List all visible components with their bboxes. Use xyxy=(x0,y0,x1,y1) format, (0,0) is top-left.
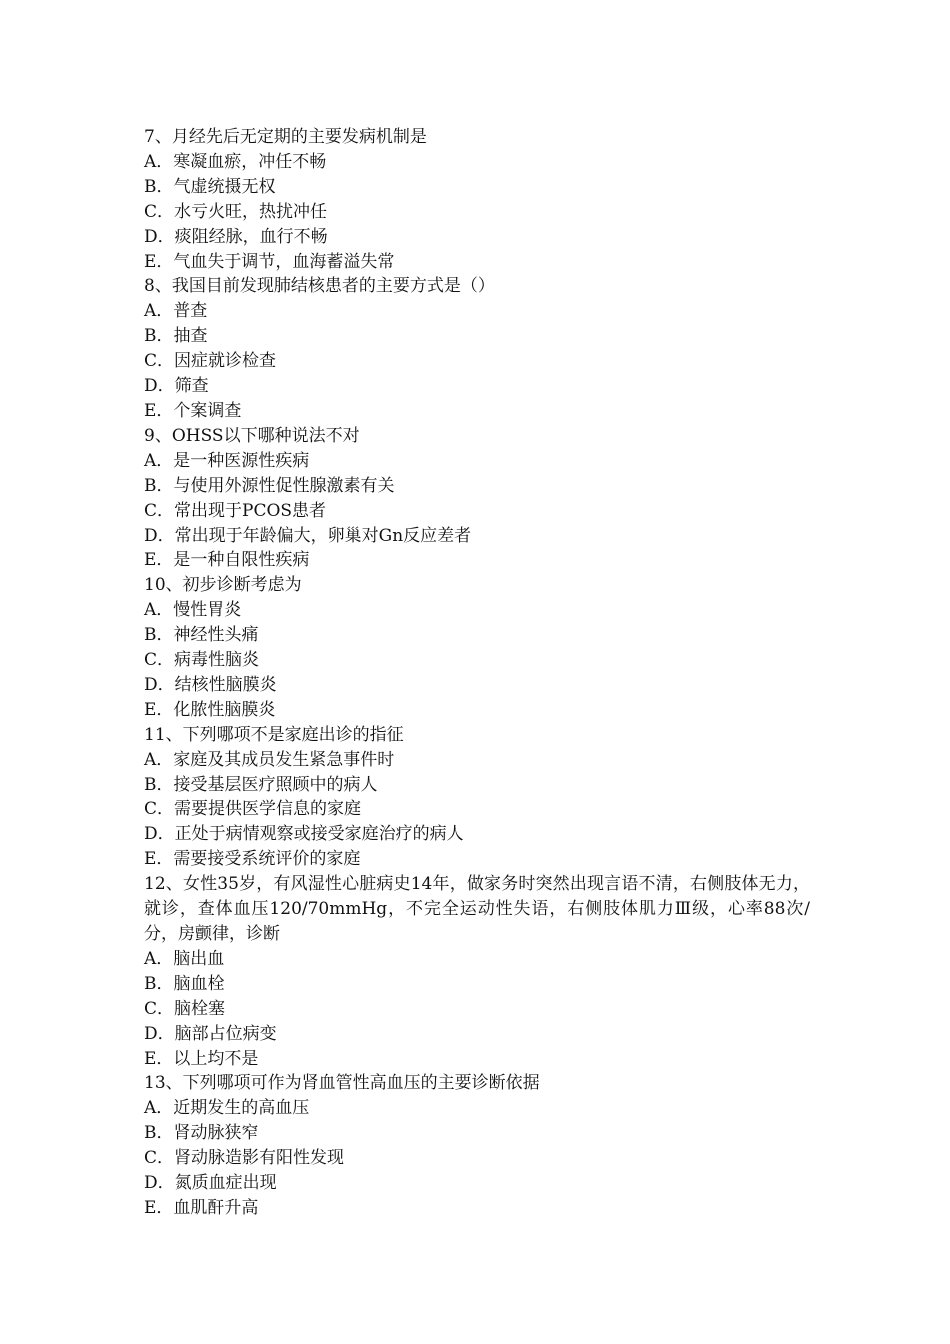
question-stem: 13、下列哪项可作为肾血管性高血压的主要诊断依据 xyxy=(144,1073,540,1094)
question-stem: 8、我国目前发现肺结核患者的主要方式是（） xyxy=(144,276,495,297)
option-c: C．病毒性脑炎 xyxy=(144,650,260,671)
option-e: E．血肌酐升高 xyxy=(144,1197,259,1218)
option-b: B．神经性头痛 xyxy=(144,625,259,646)
question-8 xyxy=(144,274,810,423)
option-d: D．氮质血症出现 xyxy=(144,1173,277,1194)
question-stem: 9、OHSS以下哪种说法不对 xyxy=(144,425,360,446)
question-stem: 10、初步诊断考虑为 xyxy=(144,575,302,596)
question-stem: 12、女性35岁，有风湿性心脏病史14年，做家务时突然出现言语不清，右侧肢体无力，就诊，查体血压120/70mmHg，不完全运动性失语，右侧肢体肌力Ⅲ级，心率88次/分，房颤律，诊断 xyxy=(144,874,810,944)
option-c: C．水亏火旺，热扰冲任 xyxy=(144,201,328,222)
question-stem: 11、下列哪项不是家庭出诊的指征 xyxy=(144,724,404,745)
option-b: B．肾动脉狭窄 xyxy=(144,1123,259,1144)
option-c: C．常出现于PCOS患者 xyxy=(144,500,327,521)
question-13 xyxy=(144,1071,810,1220)
option-c: C．因症就诊检查 xyxy=(144,351,277,372)
option-d: D．痰阻经脉，血行不畅 xyxy=(144,226,328,247)
option-d: D．结核性脑膜炎 xyxy=(144,674,277,695)
question-12 xyxy=(144,872,810,1071)
option-a: A．家庭及其成员发生紧急事件时 xyxy=(144,749,395,770)
document-page xyxy=(144,125,810,1221)
question-9 xyxy=(144,424,810,573)
option-c: C．肾动脉造影有阳性发现 xyxy=(144,1148,345,1169)
question-stem: 7、月经先后无定期的主要发病机制是 xyxy=(144,127,427,147)
option-c: C．脑栓塞 xyxy=(144,998,226,1019)
option-e: E．气血失于调节，血海蓄溢失常 xyxy=(144,251,395,272)
option-d: D．脑部占位病变 xyxy=(144,1023,277,1044)
option-b: B．气虚统摄无权 xyxy=(144,176,276,197)
option-e: E．需要接受系统评价的家庭 xyxy=(144,849,361,870)
option-a: A．寒凝血瘀，冲任不畅 xyxy=(144,151,327,172)
option-e: E．是一种自限性疾病 xyxy=(144,550,310,571)
option-b: B．接受基层医疗照顾中的病人 xyxy=(144,774,378,795)
option-a: A．普查 xyxy=(144,301,208,322)
option-d: D．筛查 xyxy=(144,376,209,397)
question-10 xyxy=(144,573,810,722)
option-d: D．常出现于年龄偏大，卵巢对Gn反应差者 xyxy=(144,525,472,546)
option-a: A．是一种医源性疾病 xyxy=(144,450,310,471)
option-e: E．以上均不是 xyxy=(144,1048,259,1069)
option-e: E．化脓性脑膜炎 xyxy=(144,699,276,720)
question-7 xyxy=(144,125,810,274)
option-b: B．与使用外源性促性腺激素有关 xyxy=(144,475,395,496)
option-a: A．慢性胃炎 xyxy=(144,600,242,621)
option-a: A．近期发生的高血压 xyxy=(144,1098,310,1119)
option-b: B．脑血栓 xyxy=(144,973,225,994)
option-d: D．正处于病情观察或接受家庭治疗的病人 xyxy=(144,824,464,845)
option-c: C．需要提供医学信息的家庭 xyxy=(144,799,362,820)
option-b: B．抽查 xyxy=(144,326,208,347)
question-11 xyxy=(144,723,810,872)
option-a: A．脑出血 xyxy=(144,948,225,969)
option-e: E．个案调查 xyxy=(144,400,242,421)
